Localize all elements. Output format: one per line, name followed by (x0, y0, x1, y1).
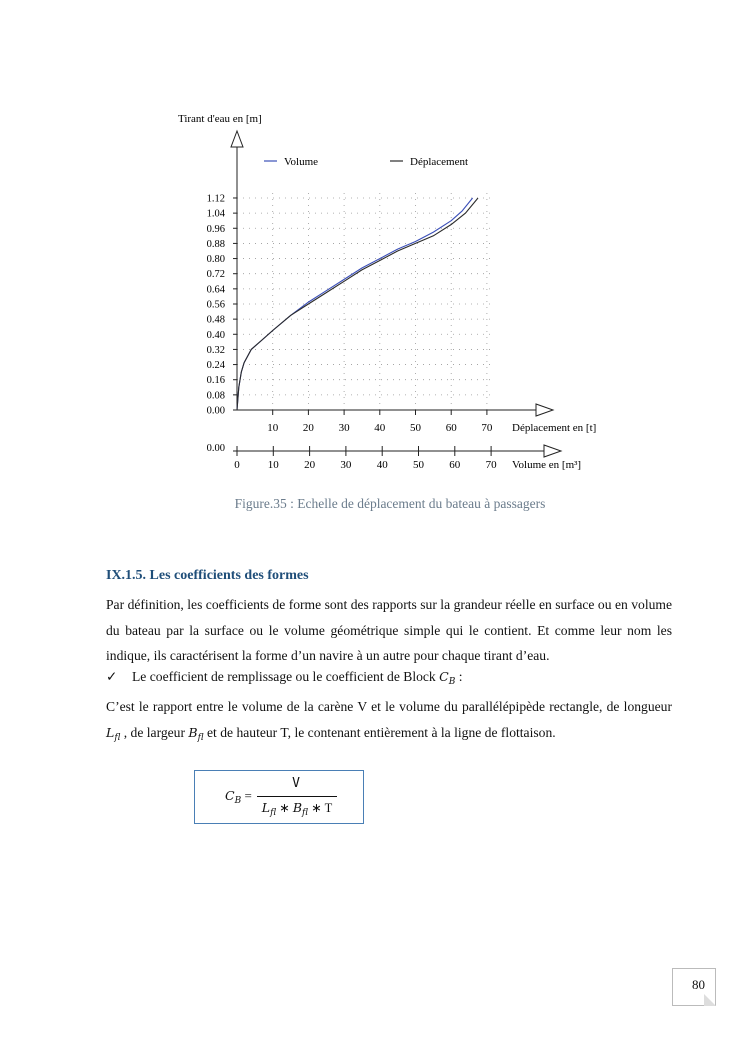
x2-tick-label: 20 (304, 459, 316, 471)
bullet-tail: : (455, 669, 463, 684)
x-tick-label: 30 (338, 422, 350, 434)
y-tick-label: 0.72 (206, 269, 225, 281)
y-tick-label: 0.32 (206, 344, 225, 356)
y-tick-label: 1.12 (206, 193, 225, 205)
y-tick-label: 0.24 (206, 360, 225, 372)
y-tick-label: 1.04 (206, 208, 225, 220)
draft-displacement-chart (0, 0, 745, 490)
y-tick-label: 0.40 (206, 329, 225, 341)
x-tick-label: 40 (374, 422, 386, 434)
x-tick-label: 10 (267, 422, 279, 434)
paragraph-definition: Par définition, les coefficients de forme sont des rapports sur la grandeur réelle en surface ou en volume du bateau par la surface ou le volume géométrique simple qui le contient. Et comme leur nom les indique, ils caractérisent la forme d’un navire à un autre pour chaque tirant d’eau. (106, 597, 672, 663)
x-tick-label: 20 (302, 422, 314, 434)
y-tick-label: 0.64 (206, 284, 225, 296)
formula-numerator: V (292, 776, 300, 791)
x2-tick-label: 30 (340, 459, 352, 471)
y-tick-label: 0.48 (206, 314, 225, 326)
section-title: IX.1.5. Les coefficients des formes (106, 568, 309, 583)
y-tick-label: 0.80 (206, 254, 225, 266)
page-number: 80 (692, 977, 705, 992)
cb-symbol: $C_B$ (439, 669, 456, 687)
x-tick-label: 60 (445, 422, 457, 434)
y-tick-label: 0.00 (206, 405, 225, 417)
x2-axis-arrow (544, 445, 561, 457)
page-fold-corner (704, 994, 716, 1006)
bfl-symbol: $B_{fl}$ (188, 724, 204, 743)
checkmark-icon: ✓ (106, 669, 118, 684)
legend-label: Déplacement (410, 156, 469, 168)
page-number-box (672, 968, 716, 1006)
x2-tick-label: 0 (234, 459, 240, 471)
x-axis-label: Déplacement en [t] (512, 422, 597, 434)
x2-tick-label: 50 (413, 459, 424, 471)
x-tick-label: 70 (481, 422, 493, 434)
y-tick-label: 0.88 (206, 238, 225, 250)
y-tick-label: 0.56 (206, 299, 225, 311)
x2-tick-label: 10 (267, 459, 279, 471)
bullet-block-coefficient (106, 669, 463, 687)
ratio-text-1: C’est le rapport entre le volume de la carène V et le volume du parallélépipède rectangle, de longueur (106, 699, 672, 714)
y-axis-arrow (231, 131, 243, 147)
y-tick-label: 0.16 (206, 375, 225, 387)
x-axis-arrow (536, 404, 553, 416)
formula-denominator: $L_{fl}$ ∗ $B_{fl}$ ∗ T (261, 800, 333, 818)
formula-lhs: $C_B$ = (225, 788, 252, 806)
fraction-bar (257, 796, 337, 797)
ratio-text-3: et de hauteur T, le contenant entièrement à la ligne de flottaison. (203, 724, 556, 740)
figure-caption: Figure.35 : Echelle de déplacement du bateau à passagers (234, 496, 546, 511)
formula-box (194, 770, 364, 824)
x2-tick-label: 70 (485, 459, 497, 471)
x2-tick-label: 60 (449, 459, 461, 471)
x-tick-label: 50 (410, 422, 421, 434)
y-tick-label: 0.96 (206, 223, 225, 235)
paragraph-ratio (106, 694, 672, 751)
lfl-symbol: $L_{fl}$ (106, 724, 121, 743)
x2-axis-label: Volume en [m³] (512, 459, 582, 471)
bullet-text: Le coefficient de remplissage ou le coefficient de Block (132, 669, 436, 684)
x2-y-label: 0.00 (206, 443, 225, 454)
ratio-text-2: , de largeur (120, 724, 189, 740)
legend-label: Volume (284, 156, 319, 168)
x2-tick-label: 40 (376, 459, 388, 471)
y-axis-label: Tirant d'eau en [m] (178, 113, 262, 125)
y-tick-label: 0.08 (206, 390, 225, 402)
